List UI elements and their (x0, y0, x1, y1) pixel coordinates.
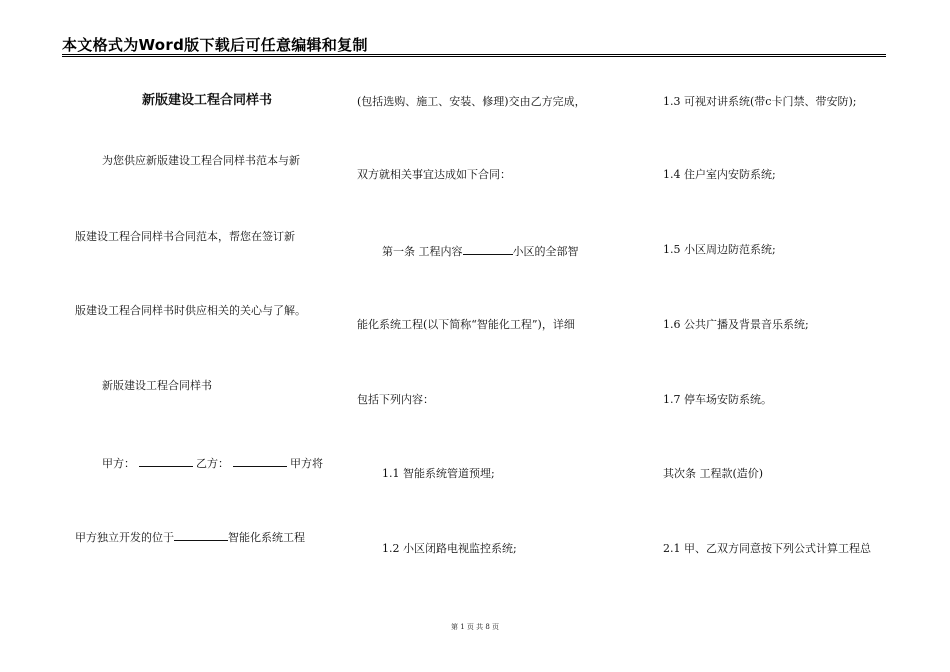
party-a-will: 甲方将 (290, 457, 323, 470)
col2-line-2: 双方就相关事宜达成如下合同： (357, 168, 511, 181)
party-line (102, 455, 323, 471)
article-1-blank (463, 243, 513, 255)
party-a-label: 甲方： (102, 457, 135, 470)
item-1-1: 1.1 智能系统管道预埋; (382, 467, 495, 480)
col2-line-5: 包括下列内容： (357, 393, 434, 406)
party-b-label: 乙方： (196, 457, 229, 470)
item-1-7: 1.7 停车场安防系统。 (663, 393, 772, 406)
section-title: 新版建设工程合同样书 (102, 379, 212, 392)
column-1 (72, 0, 347, 620)
document-header: 本文格式为Word版下载后可任意编辑和复制 (62, 36, 368, 54)
item-1-4: 1.4 住户室内安防系统; (663, 168, 776, 181)
item-1-6: 1.6 公共广播及背景音乐系统; (663, 318, 809, 331)
column-2 (357, 0, 637, 620)
party-b-blank (233, 455, 287, 467)
item-2-1: 2.1 甲、乙双方同意按下列公式计算工程总 (663, 542, 871, 555)
article-1-label: 第一条 工程内容 (382, 245, 463, 258)
intro-line-2: 版建设工程合同样书合同范本，帮您在签订新 (75, 230, 295, 243)
item-1-5: 1.5 小区周边防范系统; (663, 243, 776, 256)
location-blank (174, 529, 228, 541)
page-number: 第 1 页 共 8 页 (450, 623, 500, 631)
document-title: 新版建设工程合同样书 (141, 93, 272, 108)
article-1-line (382, 243, 579, 259)
item-1-3: 1.3 可视对讲系统(带c卡门禁、带安防); (663, 95, 857, 108)
article-1-suffix: 小区的全部智 (512, 245, 579, 258)
item-1-2: 1.2 小区闭路电视监控系统; (382, 542, 517, 555)
location-suffix: 智能化系统工程 (228, 531, 305, 544)
col2-line-4: 能化系统工程(以下简称“智能化工程”)，详细 (357, 318, 575, 331)
intro-line-1: 为您供应新版建设工程合同样书范本与新 (102, 154, 300, 167)
intro-line-3: 版建设工程合同样书时供应相关的关心与了解。 (75, 304, 306, 317)
party-a-blank (139, 455, 193, 467)
location-line (75, 529, 305, 545)
location-prefix: 甲方独立开发的位于 (75, 531, 174, 544)
column-3 (663, 0, 888, 620)
article-2-heading: 其次条 工程款(造价) (663, 467, 764, 480)
col2-line-1: (包括选购、施工、安装、修理)交由乙方完成， (357, 95, 586, 108)
